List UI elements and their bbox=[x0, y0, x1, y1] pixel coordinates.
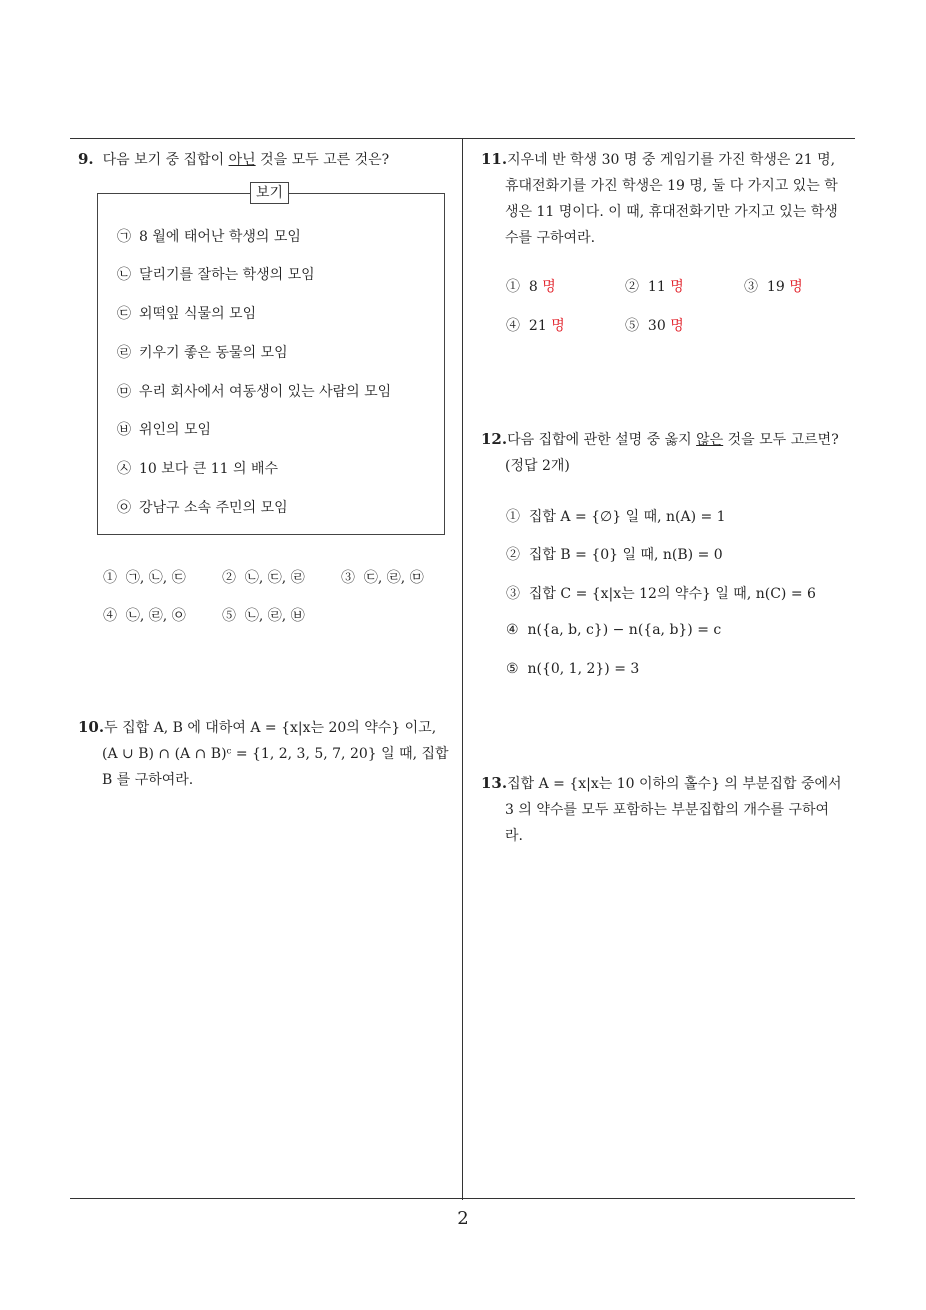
question-12 bbox=[481, 426, 861, 479]
bogi-item bbox=[117, 303, 256, 323]
stem-text: 다음 집합에 관한 설명 중 옳지 bbox=[507, 432, 697, 448]
choice-number: ⑤ bbox=[222, 608, 236, 624]
bogi-mark: ㉦ bbox=[117, 461, 131, 477]
stem-text: 지우네 반 학생 30 명 중 게임기를 가진 학생은 21 명, bbox=[507, 152, 836, 168]
choice-value: 21 bbox=[528, 318, 547, 334]
stem-text: 생은 11 명이다. 이 때, 휴대전화기만 가지고 있는 학생 bbox=[505, 204, 838, 220]
answer-choice[interactable] bbox=[625, 276, 684, 296]
bogi-item bbox=[117, 264, 315, 284]
choice-unit: 명 bbox=[670, 279, 684, 295]
answer-choice[interactable] bbox=[103, 605, 186, 625]
bogi-item bbox=[117, 226, 301, 246]
choice-value: 30 bbox=[647, 318, 666, 334]
choice-number: ④ bbox=[506, 622, 519, 638]
bogi-label: 보기 bbox=[250, 182, 289, 204]
answer-choice[interactable] bbox=[103, 567, 186, 587]
bogi-mark: ㉤ bbox=[117, 384, 131, 400]
stem-text: 것을 모두 고르면? bbox=[723, 432, 839, 448]
choice-number: ③ bbox=[506, 586, 520, 602]
stem-text: (A ∪ B) ∩ (A ∩ B)ᶜ = {1, 2, 3, 5, 7, 20} 일 때, 집합 bbox=[102, 746, 449, 762]
answer-choice[interactable] bbox=[222, 567, 305, 587]
choice-unit: 명 bbox=[670, 318, 684, 334]
question-10 bbox=[78, 714, 458, 793]
stem-text: 휴대전화기를 가진 학생은 19 명, 둘 다 가지고 있는 학 bbox=[505, 178, 838, 194]
bogi-text: 8 월에 태어난 학생의 모임 bbox=[139, 229, 301, 245]
stem-note: (정답 2개) bbox=[505, 458, 570, 474]
choice-number: ④ bbox=[506, 318, 520, 334]
question-number: 12. bbox=[481, 430, 508, 448]
choice-number: ② bbox=[625, 279, 639, 295]
choice-text: n({a, b, c}) − n({a, b}) = c bbox=[527, 622, 722, 638]
bogi-text: 키우기 좋은 동물의 모임 bbox=[139, 345, 288, 361]
answer-choice[interactable] bbox=[506, 276, 556, 296]
stem-text: 3 의 약수를 모두 포함하는 부분집합의 개수를 구하여 bbox=[505, 802, 830, 818]
answer-choice[interactable] bbox=[744, 276, 803, 296]
choice-number: ① bbox=[506, 509, 520, 525]
choice-text: n({0, 1, 2}) = 3 bbox=[527, 661, 640, 677]
choice-text: ㉡, ㉣, ㉥ bbox=[244, 608, 305, 624]
choice-text: ㉠, ㉡, ㉢ bbox=[125, 570, 186, 586]
stem-text: 두 집합 A, B 에 대하여 A = {x|x는 20의 약수} 이고, bbox=[104, 720, 437, 736]
choice-unit: 명 bbox=[789, 279, 803, 295]
choice-text: 집합 B = {0} 일 때, n(B) = 0 bbox=[528, 547, 723, 563]
stem-text: 라. bbox=[505, 828, 523, 844]
choice-number: ⑤ bbox=[625, 318, 639, 334]
question-number: 10. bbox=[78, 718, 105, 736]
bogi-item bbox=[117, 381, 391, 401]
answer-choice[interactable] bbox=[222, 605, 305, 625]
stem-text: 다음 보기 중 집합이 bbox=[102, 152, 229, 168]
answer-choice[interactable] bbox=[506, 506, 726, 526]
choice-number: ② bbox=[222, 570, 236, 586]
bogi-item bbox=[117, 419, 211, 439]
stem-underline: 않은 bbox=[696, 432, 724, 448]
bogi-text: 10 보다 큰 11 의 배수 bbox=[139, 461, 279, 477]
answer-choice[interactable] bbox=[506, 622, 721, 638]
choice-unit: 명 bbox=[542, 279, 556, 295]
question-number: 13. bbox=[481, 774, 508, 792]
choice-text: 집합 A = {∅} 일 때, n(A) = 1 bbox=[528, 509, 726, 525]
bogi-mark: ㉠ bbox=[117, 229, 131, 245]
question-11 bbox=[481, 146, 861, 251]
choice-number: ① bbox=[103, 570, 117, 586]
bogi-mark: ㉣ bbox=[117, 345, 131, 361]
choice-value: 11 bbox=[647, 279, 666, 295]
bogi-text: 위인의 모임 bbox=[139, 422, 212, 438]
page-number: 2 bbox=[457, 1208, 469, 1229]
bogi-item bbox=[117, 497, 288, 517]
choice-text: ㉡, ㉣, ㉧ bbox=[125, 608, 186, 624]
choice-number: ⑤ bbox=[506, 661, 519, 677]
bogi-item bbox=[117, 458, 278, 478]
choice-number: ③ bbox=[744, 279, 758, 295]
question-13 bbox=[481, 770, 861, 849]
choice-unit: 명 bbox=[551, 318, 565, 334]
bogi-text: 달리기를 잘하는 학생의 모임 bbox=[139, 267, 315, 283]
bogi-text: 외떡잎 식물의 모임 bbox=[139, 306, 257, 322]
question-number: 9. bbox=[78, 150, 94, 168]
bogi-mark: ㉢ bbox=[117, 306, 131, 322]
bogi-text: 강남구 소속 주민의 모임 bbox=[139, 500, 288, 516]
answer-choice[interactable] bbox=[506, 315, 565, 335]
column-divider bbox=[462, 138, 463, 1200]
answer-choice[interactable] bbox=[506, 583, 816, 603]
bogi-text: 우리 회사에서 여동생이 있는 사람의 모임 bbox=[139, 384, 392, 400]
question-number: 11. bbox=[481, 150, 508, 168]
choice-text: ㉢, ㉣, ㉤ bbox=[363, 570, 424, 586]
stem-text: 집합 A = {x|x는 10 이하의 홀수} 의 부분집합 중에서 bbox=[507, 776, 842, 792]
bogi-item bbox=[117, 342, 288, 362]
answer-choice[interactable] bbox=[341, 567, 424, 587]
stem-text: 것을 모두 고른 것은? bbox=[255, 152, 390, 168]
choice-number: ① bbox=[506, 279, 520, 295]
question-9-stem bbox=[78, 146, 389, 173]
stem-text: B 를 구하여라. bbox=[102, 772, 194, 788]
bogi-mark: ㉥ bbox=[117, 422, 131, 438]
choice-value: 19 bbox=[766, 279, 785, 295]
choice-number: ④ bbox=[103, 608, 117, 624]
choice-value: 8 bbox=[528, 279, 538, 295]
answer-choice[interactable] bbox=[506, 661, 639, 677]
bottom-rule bbox=[70, 1198, 855, 1199]
choice-number: ② bbox=[506, 547, 520, 563]
choice-number: ③ bbox=[341, 570, 355, 586]
stem-underline: 아닌 bbox=[228, 152, 256, 168]
bogi-mark: ㉧ bbox=[117, 500, 131, 516]
choice-text: 집합 C = {x|x는 12의 약수} 일 때, n(C) = 6 bbox=[528, 586, 816, 602]
answer-choice[interactable] bbox=[506, 544, 723, 564]
answer-choice[interactable] bbox=[625, 315, 684, 335]
bogi-mark: ㉡ bbox=[117, 267, 131, 283]
stem-text: 수를 구하여라. bbox=[505, 230, 596, 246]
choice-text: ㉡, ㉢, ㉣ bbox=[244, 570, 305, 586]
